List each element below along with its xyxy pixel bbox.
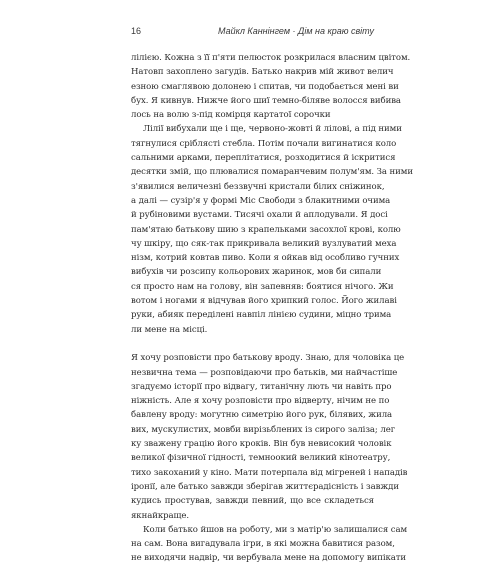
text-line: вих, мускулистих, мовби вирізьблених із сирого заліза; лег: [131, 424, 396, 435]
running-head: Майкл Каннінгем · Дім на краю світу: [217, 26, 374, 36]
text-line: езною смаглявою долонею і спитав, чи подобається мені ви: [131, 81, 399, 92]
text-line: тягнулися сріблясті стебла. Потім почали вигинатися коло: [131, 138, 397, 149]
text-line: Натовп захоплено загудів. Батько накрив мій живот велич: [131, 67, 394, 78]
text-line: чу шкіру, що сяк-так прикривала великий вузлуватий меха: [131, 238, 397, 249]
text-line: сальними арками, переплітатися, розходитися й іскритися: [131, 153, 396, 164]
text-line: ся просто нам на голову, він запевняв: боятися нічого. Жи: [131, 281, 394, 292]
page-number: 16: [131, 26, 142, 36]
text-line: пам'ятаю батькову шию з крапельками засохлої крові, колю: [131, 224, 401, 235]
text-line: з'явилися величезні беззвучні кристали білих сніжинок,: [131, 181, 385, 192]
text-line: великої фізичної гідності, темноокий великий кінотеатру,: [131, 453, 391, 464]
text-line: згадуємо історії про відвагу, титанічну лють чи навіть про: [131, 381, 392, 392]
text-line: а далі — сузір'я у формі Міс Свободи з блакитними очима: [131, 195, 391, 206]
text-line: Лілії вибухали ще і ще, червоно-жовті й лілові, а під ними: [143, 124, 402, 135]
text-line: якнайкраще.: [131, 510, 189, 521]
text-line: ніжність. Але я хочу розповісти про відверту, нічим не по: [131, 396, 390, 407]
text-line: іронії, але батько завжди зберігав життєрадісність і завжди: [131, 481, 399, 492]
text-line: тихо закоханий у кіно. Мати потерпала від мігреней і нападів: [131, 467, 408, 478]
text-line: лось на волю з-під комірця картатої сорочки: [131, 110, 331, 121]
text-line: ли мене на місці.: [131, 324, 208, 335]
text-line: Я хочу розповісти про батькову вроду. Знаю, для чоловіка це: [131, 353, 405, 364]
text-line: Коли батько йшов на роботу, ми з матір'ю залишалися сам: [143, 524, 408, 535]
page-header: [131, 26, 374, 40]
text-line: незвична тема — розповідаючи про батьків, ми найчастіше: [131, 367, 398, 378]
text-line: вотом і ногами я відчував його хрипкий голос. Його жилаві: [131, 296, 397, 307]
text-line: десятки змій, що плювалися помаранчевим полум'ям. За ними: [131, 167, 413, 178]
text-line: й рубіновими вустами. Тисячі охали й аплодували. Я досі: [131, 210, 388, 221]
text-line: ку зважену грацію його кроків. Він був невисокий чоловік: [131, 439, 392, 450]
paragraph-gap: [131, 337, 374, 351]
text-line: нізм, котрий ковтав пиво. Коли я ойкав від особливо гучних: [131, 253, 400, 264]
text-line: руки, абияк переділені навпіл лінією судини, міцно трима: [131, 310, 392, 321]
text-line: лілією. Кожна з її п'яти пелюсток розкрилася власним цвітом.: [131, 53, 411, 63]
text-line: на сам. Вона вигадувала ігри, в які можна бавитися разом,: [131, 539, 395, 550]
text-line: бавлену вроду: могутню симетрію його рук, білявих, жила: [131, 410, 393, 421]
text-line: бух. Я кивнув. Нижче його шиї темно-біляве волосся вибива: [131, 95, 401, 106]
text-line: кудись простував, завжди певний, що все складеться: [131, 496, 374, 507]
body-text: [131, 51, 413, 566]
text-line: не виходячи надвір, чи вербувала мене на допомогу випікати: [131, 553, 407, 564]
text-line: вибухів чи розсипу кольорових жаринок, мов би сипали: [131, 267, 382, 278]
